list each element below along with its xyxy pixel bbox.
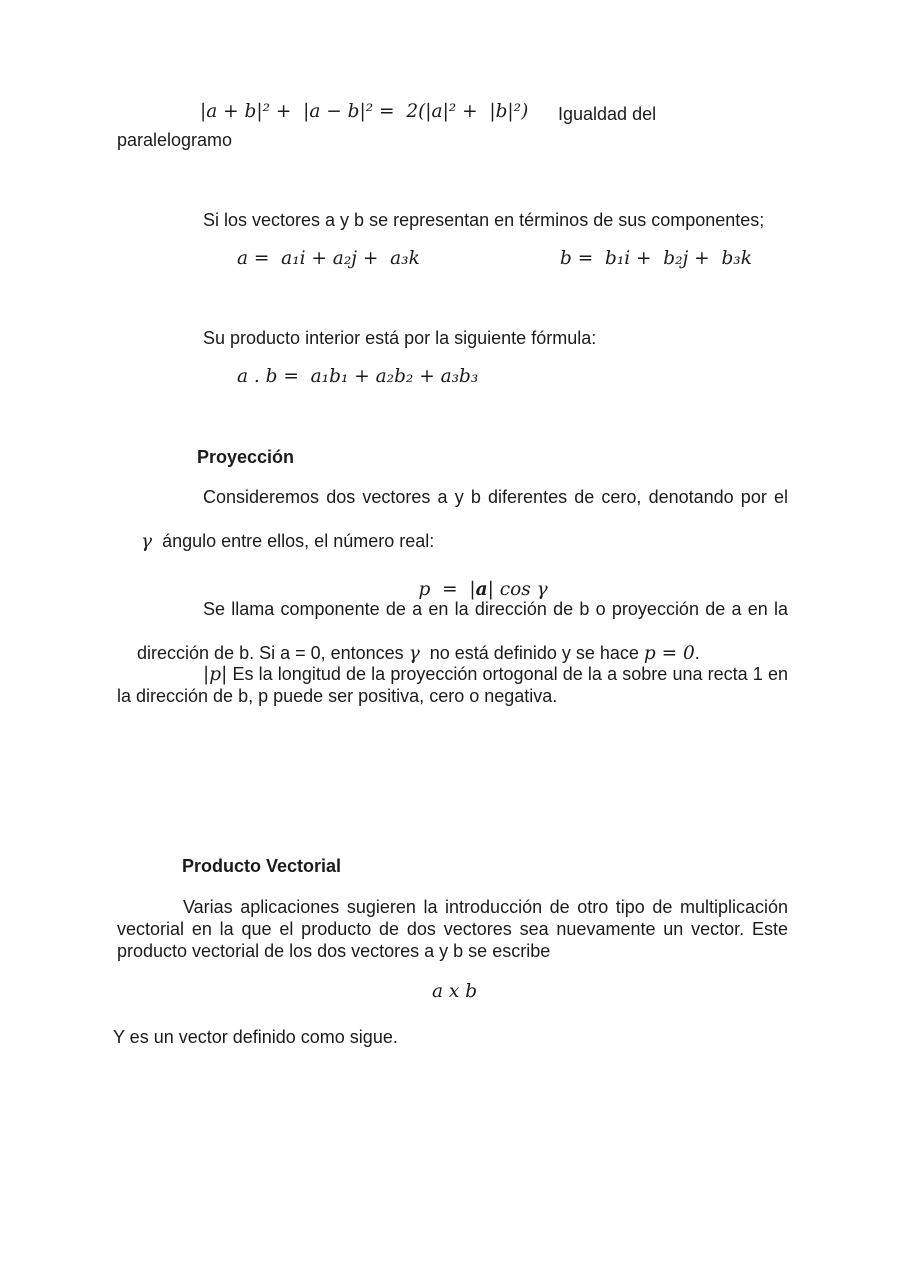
projection-paragraph-line2 xyxy=(121,508,434,575)
heading-producto-vectorial: Producto Vectorial xyxy=(182,856,342,876)
abs-p-symbol: |p| xyxy=(203,664,228,685)
projection-paragraph-line1: Consideremos dos vectores a y b diferentes de cero, denotando por el xyxy=(203,487,788,507)
p-equals-zero: p = 0 xyxy=(643,643,695,664)
length-paragraph-line2: la dirección de b, p puede ser positiva, cero o negativa. xyxy=(117,686,558,706)
component-line2-period: . xyxy=(694,643,700,663)
length-paragraph-line1 xyxy=(203,663,788,686)
component-line2-text-mid: no está definido y se hace xyxy=(419,643,644,663)
equation-p-suffix: | cos γ xyxy=(487,579,548,600)
equation-dot-product: a . b = a₁b₁ + a₂b₂ + a₃b₃ xyxy=(237,366,479,387)
cross-paragraph-line2: vectorial en la que el producto de dos vectores sea nuevamente un vector. Este xyxy=(117,919,788,939)
projection-paragraph-line2-text: ángulo entre ellos, el número real: xyxy=(152,531,435,551)
component-paragraph-line1: Se llama componente de a en la dirección de b o proyección de a en la xyxy=(203,599,788,619)
gamma-symbol: γ xyxy=(141,531,153,552)
length-line1-text: Es la longitud de la proyección ortogonal de la a sobre una recta 1 en xyxy=(227,664,788,684)
equation-cross-product: a x b xyxy=(432,981,478,1002)
equation-p-bold-a: a xyxy=(475,579,488,600)
cross-paragraph-line3: producto vectorial de los dos vectores a y b se escribe xyxy=(117,941,551,961)
equation-parallelogram: |a + b|² + |a − b|² = 2(|a|² + |b|²) xyxy=(200,101,529,122)
inner-product-intro-text: Su producto interior está por la siguiente fórmula: xyxy=(203,328,597,348)
gamma-symbol: γ xyxy=(408,643,420,664)
equation-vector-b: b = b₁i + b₂j + b₃k xyxy=(560,248,752,269)
closing-sentence: Y es un vector definido como sigue. xyxy=(113,1027,398,1047)
parallelogram-label-line1: Igualdad del xyxy=(558,104,657,124)
parallelogram-label-line2: paralelogramo xyxy=(117,130,233,150)
cross-paragraph-line1: Varias aplicaciones sugieren la introducción de otro tipo de multiplicación xyxy=(183,897,788,917)
equation-vector-a: a = a₁i + a₂j + a₃k xyxy=(237,248,420,269)
components-intro-text: Si los vectores a y b se representan en términos de sus componentes; xyxy=(203,210,765,230)
equation-p-prefix: p = | xyxy=(418,579,476,600)
heading-proyeccion: Proyección xyxy=(197,447,295,467)
component-line2-text-pre: dirección de b. Si a = 0, entonces xyxy=(137,643,409,663)
